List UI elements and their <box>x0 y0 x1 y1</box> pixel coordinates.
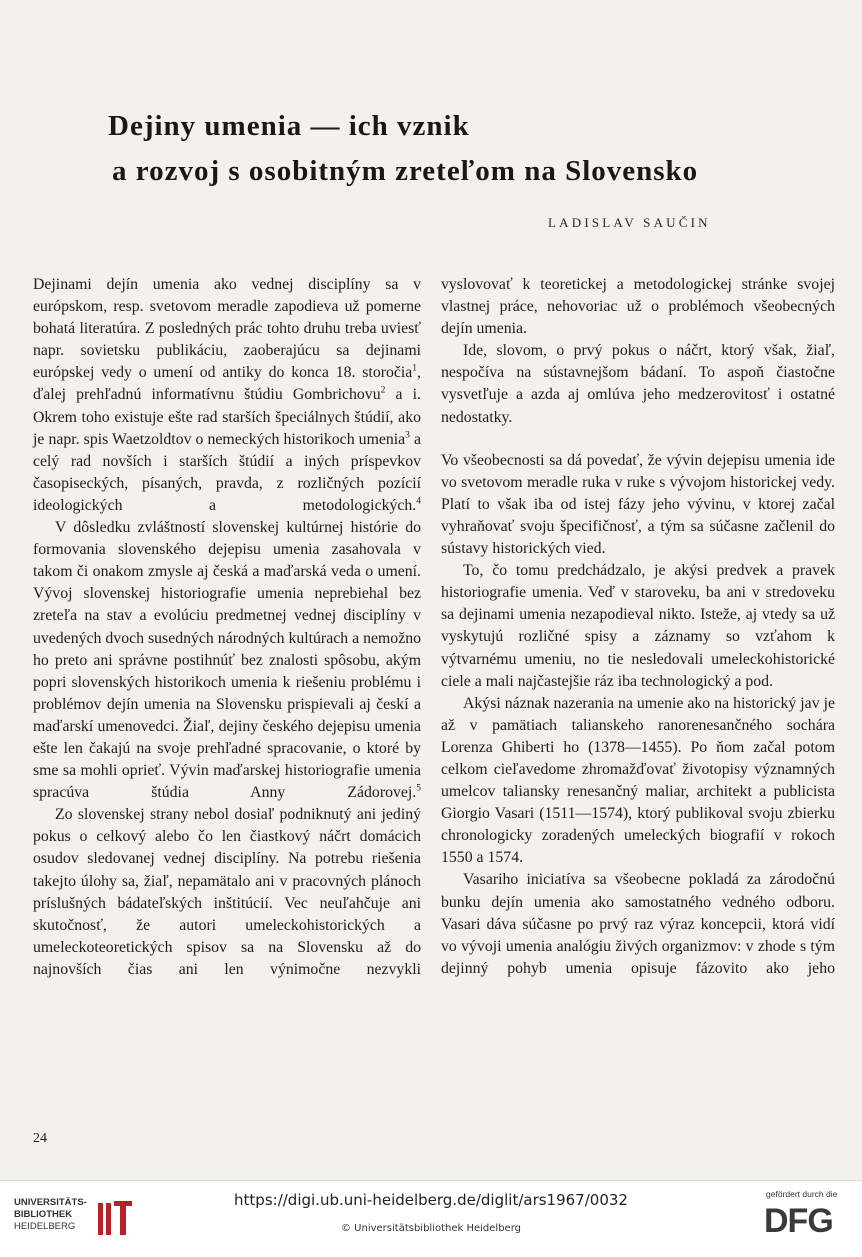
article-title-line-1: Dejiny umenia — ich vznik <box>108 110 470 142</box>
footnote-ref: 1 <box>412 364 418 375</box>
footnote-ref: 5 <box>416 783 421 794</box>
library-name-line: HEIDELBERG <box>14 1221 76 1232</box>
paragraph: To, čo tomu predchádzalo, je akýsi predvek a pravek historiografie umenia. Veď v staroveku, ba ani v stredoveku sa dejinami umenia nezapodieval nikto. Isteže, aj vtedy sa už vyskytujú rozličné spisy a záznamy so vzťahom k výtvarnému umeniu, no tie nesledovali umeleckohistorické ciele a mali najčastejšie ráz iba technologický a pod. <box>441 562 835 690</box>
left-text-column <box>33 274 421 981</box>
funder-logo[interactable] <box>762 1189 852 1249</box>
article-title <box>108 104 698 194</box>
copyright-notice: © Universitätsbibliothek Heidelberg <box>340 1223 521 1234</box>
paragraph: Akýsi náznak nazerania na umenie ako na historický jav je až v pamätiach talianskeho ranorenesančného sochára Lorenza Ghiberti ho (1378—1455). Po ňom začal potom celkom cieľavedome zhromažďovať životopisy významných umelcov taliansky renesančný maliar, architekt a publicista Giorgio Vasari (1511—1574), ktorý publikoval svoju zbierku chronologicky zoradených umeleckých biografií v rokoch 1550 a 1574. <box>441 694 835 867</box>
paragraph: Vasariho iniciatíva sa všeobecne pokladá za zárodočnú bunku dejín umenia ako samostatného vedného odboru. Vasari dáva súčasne po prvý raz výraz koncepcii, ktorá vidí vo vývoji umenia analógiu živých organizmov: v zhode s tým dejinný pohyb umenia opisuje fázovito ako jeho <box>441 871 835 977</box>
permalink-url[interactable]: https://digi.ub.uni-heidelberg.de/diglit/ars1967/0032 <box>234 1191 628 1209</box>
page-number: 24 <box>33 1131 47 1146</box>
paragraph: Vo všeobecnosti sa dá povedať, že vývin dejepisu umenia ide vo svetovom meradle ruka v ruke s vývojom historickej vedy. Platí to však iba od istej fázy jeho vývinu, v ktorej začal vyhraňovať svoju špecifičnosť, a tým sa súčasne začlenil do sústavy historických vied. <box>441 451 835 558</box>
library-name-line: BIBLIOTHEK <box>14 1209 73 1220</box>
paragraph: Ide, slovom, o prvý pokus o náčrt, ktorý však, žiaľ, nespočíva na sústavnejšom bádaní. To aspoň čiastočne vysvetľuje a azda aj omlúva jeho medzerovitosť i ostatné nedostatky. <box>441 342 835 426</box>
footnote-ref: 4 <box>416 496 421 507</box>
paragraph: vyslovovať k teoretickej a metodologickej stránke svojej vlastnej práce, nehovoriac už o problémoch všeobecných dejín umenia. <box>441 276 835 338</box>
footnote-ref: 2 <box>380 386 386 397</box>
funder-caption: gefördert durch die <box>766 1189 838 1199</box>
library-name-line: UNIVERSITÄTS- <box>14 1197 87 1208</box>
viewer-footer <box>0 1180 862 1257</box>
footnote-ref: 3 <box>405 430 410 441</box>
right-text-column <box>441 274 835 980</box>
paragraph: V dôsledku zvláštností slovenskej kultúrnej histórie do formovania slovenského dejepisu umenia zasahovala v takom či onakom zmysle aj česká a maďarská veda o umení. Vývoj slovenskej historiografie umenia neprebiehal bez zreteľa na stav a evolúciu predmetnej vednej disciplíny v uvedených dvoch susedných národných kultúrach a nemožno ho preto ani správne postihnúť bez znalosti spôsobu, akým popri slovenských historikoch umenia k riešeniu problému i problémov dejín umenia na Slovensku prispievali aj českí a maďarskí umenovedci. Žiaľ, dejiny českého dejepisu umenia ešte len čakajú na svoje prehľadné spracovanie, o ktoré by sme sa mohli oprieť. Vývin maďarskej historiografie umenia spracúva štúdia Anny Zádorovej.$^5$ <box>33 519 421 802</box>
article-author: LADISLAV SAUČIN <box>548 215 711 230</box>
paragraph: Zo slovenskej strany nebol dosiaľ podniknutý ani jediný pokus o celkový alebo čo len čiastkový náčrt domácich osudov sledovanej vednej disciplíny. Na potrebu riešenia takejto úlohy sa, žiaľ, nepamätalo ani v pracovných plánoch príslušných bádateľských inštitúcií. Vec neuľahčuje ani skutočnosť, že autori umeleckohistorických a umeleckoteoretických spisov sa na Slovensku až do najnovších čias ani len výnimočne nezvykli <box>33 806 421 978</box>
paragraph: Dejinami dejín umenia ako vednej disciplíny sa v európskom, resp. svetovom meradle zapodieva už pomerne bohatá literatúra. Z posledných prác tohto druhu treba uviesť napr. sovietsku publikáciu, zaoberajúcu sa dejinami európskej vedy o umení od antiky do konca 18. storočia$^1$, ďalej prehľadnú informatívnu štúdiu Gombrichovu$^2$ a i. Okrem toho existuje ešte rad starších špeciálnych štúdií, ako je napr. spis Waetzoldtov o nemeckých historikoch umenia$^3$ a celý rad novších i starších štúdií a iných príspevkov časopiseckých, písaných, pravda, z rozličných pozícií ideologických a metodologických.$^4$ <box>33 276 422 514</box>
article-title-line-2: a rozvoj s osobitným zreteľom na Slovensko <box>112 155 699 187</box>
dfg-logo-text: DFG <box>764 1202 833 1240</box>
